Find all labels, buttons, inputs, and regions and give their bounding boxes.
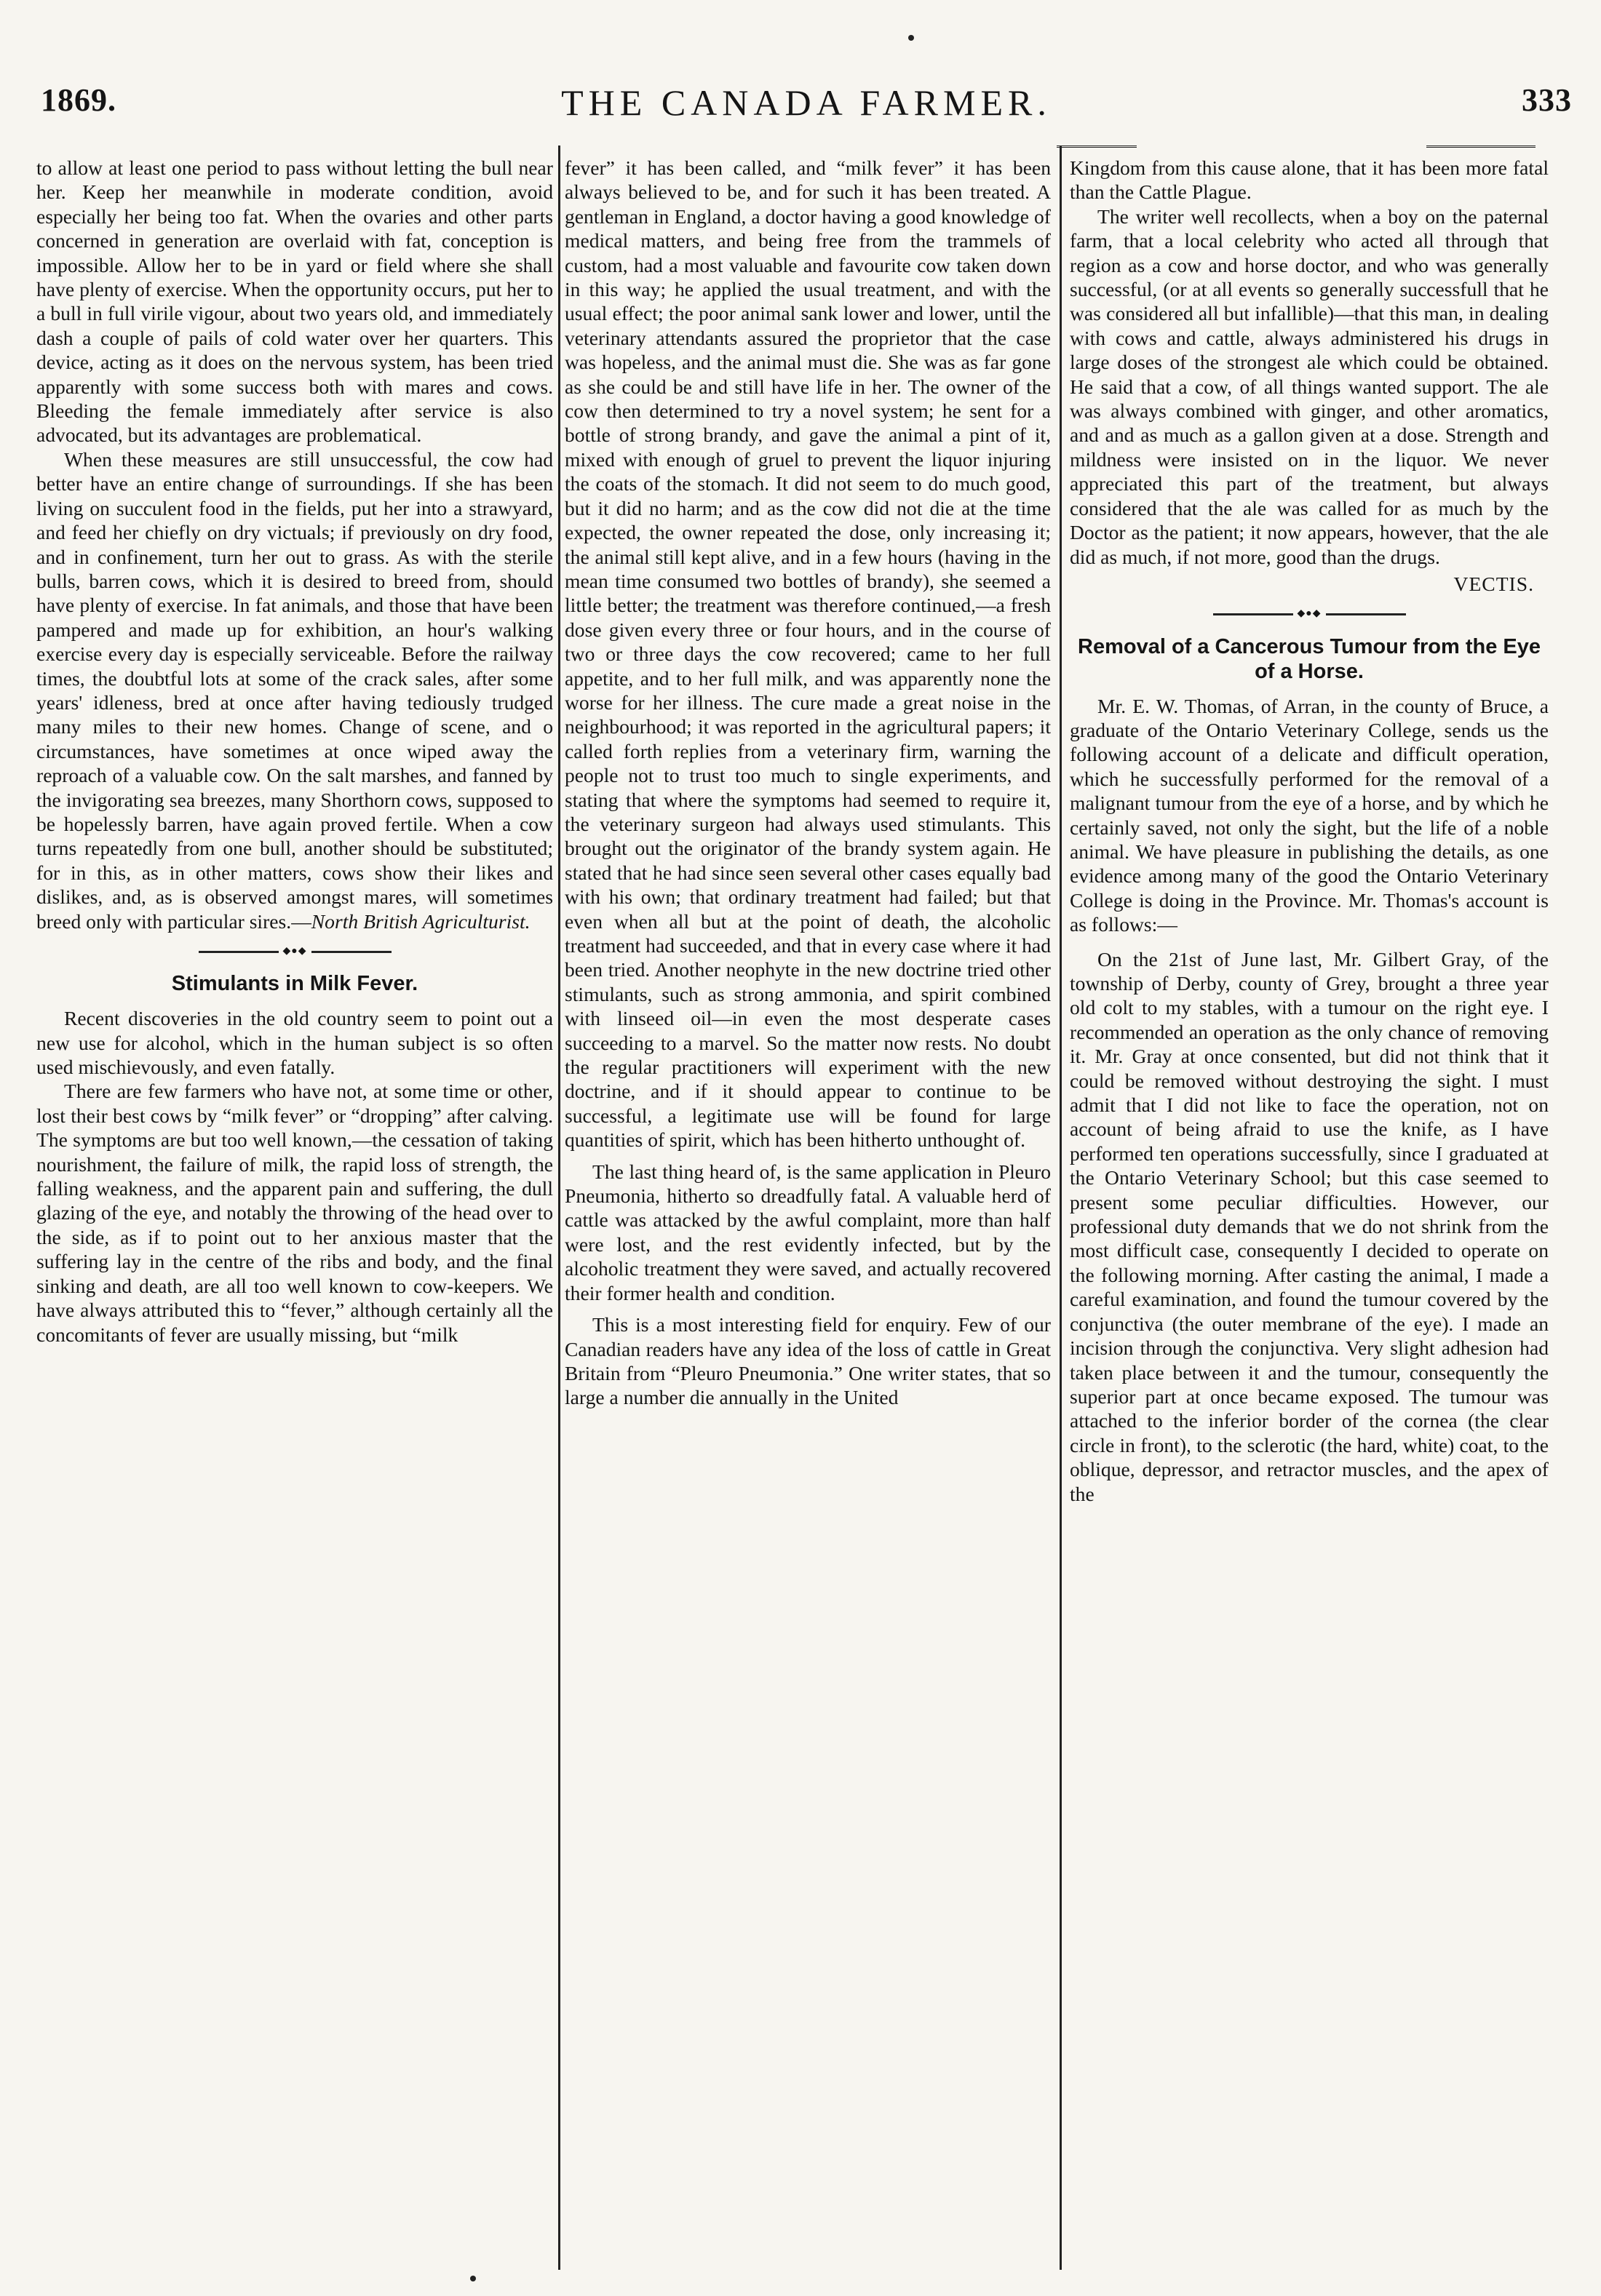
signature: VECTIS. — [1453, 572, 1534, 595]
section-separator: ◆●◆ — [1070, 607, 1549, 621]
paragraph: The writer well recollects, when a boy on the paternal farm, that a local celebrity who acted all through that region as a cow and horse doctor, and who was generally successful, (or at all events so generally successfull that he was considered all but infallible)—that this man, in dealing with cows and cattle, always administered his drugs in large doses of the strongest ale which could be obtained. He said that a cow, of all things wanted support. The ale was always combined with ginger, and other aromatics, and and as much as a gallon given at a dose. Strength and mildness were insisted on in the liquor. We never appreciated this part of the treatment, but always considered that the ale was called for as much by the Doctor as the patient; it now appears, however, that the ale did as much, if not more, good than the drugs. — [1070, 204, 1549, 568]
bottom-printer-mark — [470, 2276, 476, 2281]
paragraph-text: When these measures are still unsuccessful, the cow had better have an entire change of surroundings. If she has been living on succulent food in the fields, put her into a strawyard, and feed her chiefly on dry victuals; if previously on dry food, and in confinement, turn her out to grass. As with the sterile bulls, barren cows, which it is desired to breed from, should have plenty of exercise. In fat animals, and those that have been pampered and made up for exhibition, an hour's walking exercise every day is especially serviceable. Before the railway times, the doubtful lots at some of the crack sales, after some years' idleness, bred at once after having tediously trudged many miles to their new homes. Change of scene, and o circumstances, have sometimes at once wiped away the reproach of a valuable cow. On the salt marshes, and fanned by the invigorating sea breezes, many Shorthorn cows, supposed to be hopelessly barren, have again proved fertile. When a cow turns repeatedly from one bull, another should be substituted; for in this, as in other matters, cows show their likes and dislikes, and, as is observed amongst mares, will sometimes breed only with particular sires. — [36, 447, 553, 933]
column-rule-right — [1060, 146, 1062, 2270]
paragraph: Mr. E. W. Thomas, of Arran, in the county of Bruce, a graduate of the Ontario Veterinary College, sends us the following account of a delicate and difficult operation, which he successfully performed for the removal of a malignant tumour from the eye of a horse, and by which he certainly saved, not only the sight, but the life of a noble animal. We have pleasure in publishing the details, as one evidence among many of the good the Ontario Veterinary College is doing in the Province. Mr. Thomas's account is as follows:— — [1070, 694, 1549, 936]
column-rule-left — [558, 146, 560, 2270]
paragraph: Kingdom from this cause alone, that it has been more fatal than the Cattle Plague. — [1070, 156, 1549, 204]
column-1 — [36, 156, 553, 2258]
paragraph: Recent discoveries in the old country seem to point out a new use for alcohol, which in the human subject is so often used mischievously, and even fatally. — [36, 1007, 553, 1079]
column3-top-rule — [1057, 146, 1137, 148]
header-year: 1869. — [41, 82, 116, 118]
paragraph: When these measures are still unsuccessful, the cow had better have an entire change of surroundings. If she has been living on succulent food in the fields, put her into a strawyard, and feed her chiefly on dry victuals; if previously on dry food, and in confinement, turn her out to grass. As with the sterile bulls, barren cows, which it is desired to breed from, should have plenty of exercise. In fat animals, and those that have been pampered and made up for exhibition, an hour's walking exercise every day is especially serviceable. Before the railway times, the doubtful lots at some of the crack sales, after some years' idleness, bred at once after having tediously trudged many miles to their new homes. Change of scene, and o circumstances, have sometimes at once wiped away the reproach of a valuable cow. On the salt marshes, and fanned by the invigorating sea breezes, many Shorthorn cows, supposed to be hopelessly barren, have again proved fertile. When a cow turns repeatedly from one bull, another should be substituted; for in this, as in other matters, cows show their likes and dislikes, and, as is observed amongst mares, will sometimes breed only with particular sires.—North British Agriculturist. — [36, 447, 553, 933]
column-2 — [565, 156, 1051, 2258]
article-heading: Removal of a Cancerous Tumour from the Eye of a Horse. — [1078, 634, 1541, 683]
source-credit: North British Agriculturist. — [311, 909, 531, 933]
top-printer-mark — [908, 35, 914, 41]
column-3 — [1070, 156, 1549, 2258]
paragraph: There are few farmers who have not, at some time or other, lost their best cows by “milk fever” or “dropping” after calving. The symptoms are but too well known,—the cessation of taking nourishment, the failure of milk, the rapid loss of strength, the falling weakness, and the apparent pain and suffering, the dull glazing of the eye, and notably the throwing of the head over to the side, as if to point out to her anxious master that the suffering lay in the centre of the ribs and body, and the final sinking and death, are all too well known to cow-keepers. We have always attributed this to “fever,” although certainly all the concomitants of fever are usually missing, but “milk — [36, 1080, 553, 1346]
page-header — [41, 81, 1572, 132]
paragraph: On the 21st of June last, Mr. Gilbert Gray, of the township of Derby, county of Grey, brought a three year old colt to my stables, with a tumour on the right eye. I recommended an operation as the only chance of removing it. Mr. Gray at once consented, but did not think that it could be removed without destroying the sight. I must admit that I did not like to face the operation, not on account of being afraid to use the knife, as I have performed ten operations successfully, since I graduated at the Ontario Veterinary School; but this case seemed to present some peculiar difficulties. However, our professional duty demands that we do not shrink from the most difficult case, consequently I decided to operate on the following morning. After casting the animal, I made a careful examination, and found the tumour covered by the conjunctiva (the outer membrane of the eye). I made an incision through the conjunctiva. Very slight adhesion had taken place between it and the tumour, consequently the superior part at once became exposed. The tumour was attached to the inferior border of the cornea (the clear circle in front), to the sclerotic (the hard, white) coat, to the oblique, depressor, and retractor muscles, and the apex of the — [1070, 947, 1549, 1505]
section-separator: ◆●◆ — [36, 945, 553, 958]
paragraph: fever” it has been called, and “milk fever” it has been always believed to be, and for such it has been treated. A gentleman in England, a doctor having a good knowledge of medical matters, and being free from the trammels of custom, had a most valuable and favourite cow taken down in this way; he applied the usual treatment, and with the usual effect; the poor animal sank lower and lower, until the veterinary attendants assured the proprietor that the case was hopeless, and the animal must die. She was as far gone as she could be and still have life in her. The owner of the cow then determined to try a novel system; he sent for a bottle of strong brandy, and gave the animal a pint of it, mixed with enough of gruel to prevent the liquor injuring the coats of the stomach. It did not seem to do much good, but it did no harm; and as the cow did not die at the time expected, the owner repeated the dose, only increasing it; the animal still kept alive, and in a few hours (having in the mean time consumed two bottles of brandy), she seemed a little better; the treatment was therefore continued,—a fresh dose given every three or four hours, and in the course of two or three days the cow recovered; came to her full appetite, and to her full milk, and was apparently none the worse for her illness. The cure made a great noise in the neighbourhood; it was reported in the agricultural papers; it called forth replies from a veterinary firm, warning the people not to trust too much to single experiments, and stating that where the symptoms had seemed to require it, the veterinary surgeon had always used stimulants. This brought out the originator of the brandy system again. He stated that he had since seen several other cases equally bad with his own; that ordinary treatment had failed; but that even when all but at the point of death, the alcoholic treatment had succeeded, and that in every case where it had been tried. Another neophyte in the new doctrine tried other stimulants, such as strong ammonia, and spirit combined with linseed oil—in even the most desperate cases succeeding to a marvel. So the matter now rests. No doubt the regular practitioners will experiment with the new doctrine, and if it should appear to continue to be successful, a legitimate use will be found for large quantities of spirit, which has been hitherto unthought of. — [565, 156, 1051, 1152]
masthead-title: THE CANADA FARMER. — [561, 82, 1052, 123]
column3-top-rule-right — [1426, 146, 1536, 148]
paragraph: to allow at least one period to pass without letting the bull near her. Keep her meanwhile in moderate condition, avoid especially her being too fat. When the ovaries and other parts concerned in generation are overlaid with fat, conception is impossible. Allow her to be in yard or field where she shall have plenty of exercise. When the opportunity occurs, put her to a bull in full virile vigour, about two years old, and immediately dash a couple of pails of cold water over her quarters. This device, acting as it does on the nervous system, has been tried apparently with some success both with mares and cows. Bleeding the female immediately after service is also advocated, but its advantages are problematical. — [36, 156, 553, 447]
article-heading: Stimulants in Milk Fever. — [171, 972, 418, 996]
paragraph: The last thing heard of, is the same application in Pleuro Pneumonia, hitherto so dreadfully fatal. A valuable herd of cattle was attacked by the awful complaint, more than half were lost, and the rest evidently infected, but by the alcoholic treatment they were saved, and actually recovered their former health and condition. — [565, 1160, 1051, 1304]
paragraph: This is a most interesting field for enquiry. Few of our Canadian readers have any idea of the loss of cattle in Great Britain from “Pleuro Pneumonia.” One writer states, that so large a number die annually in the United — [565, 1313, 1051, 1409]
page-number: 333 — [1522, 82, 1572, 118]
